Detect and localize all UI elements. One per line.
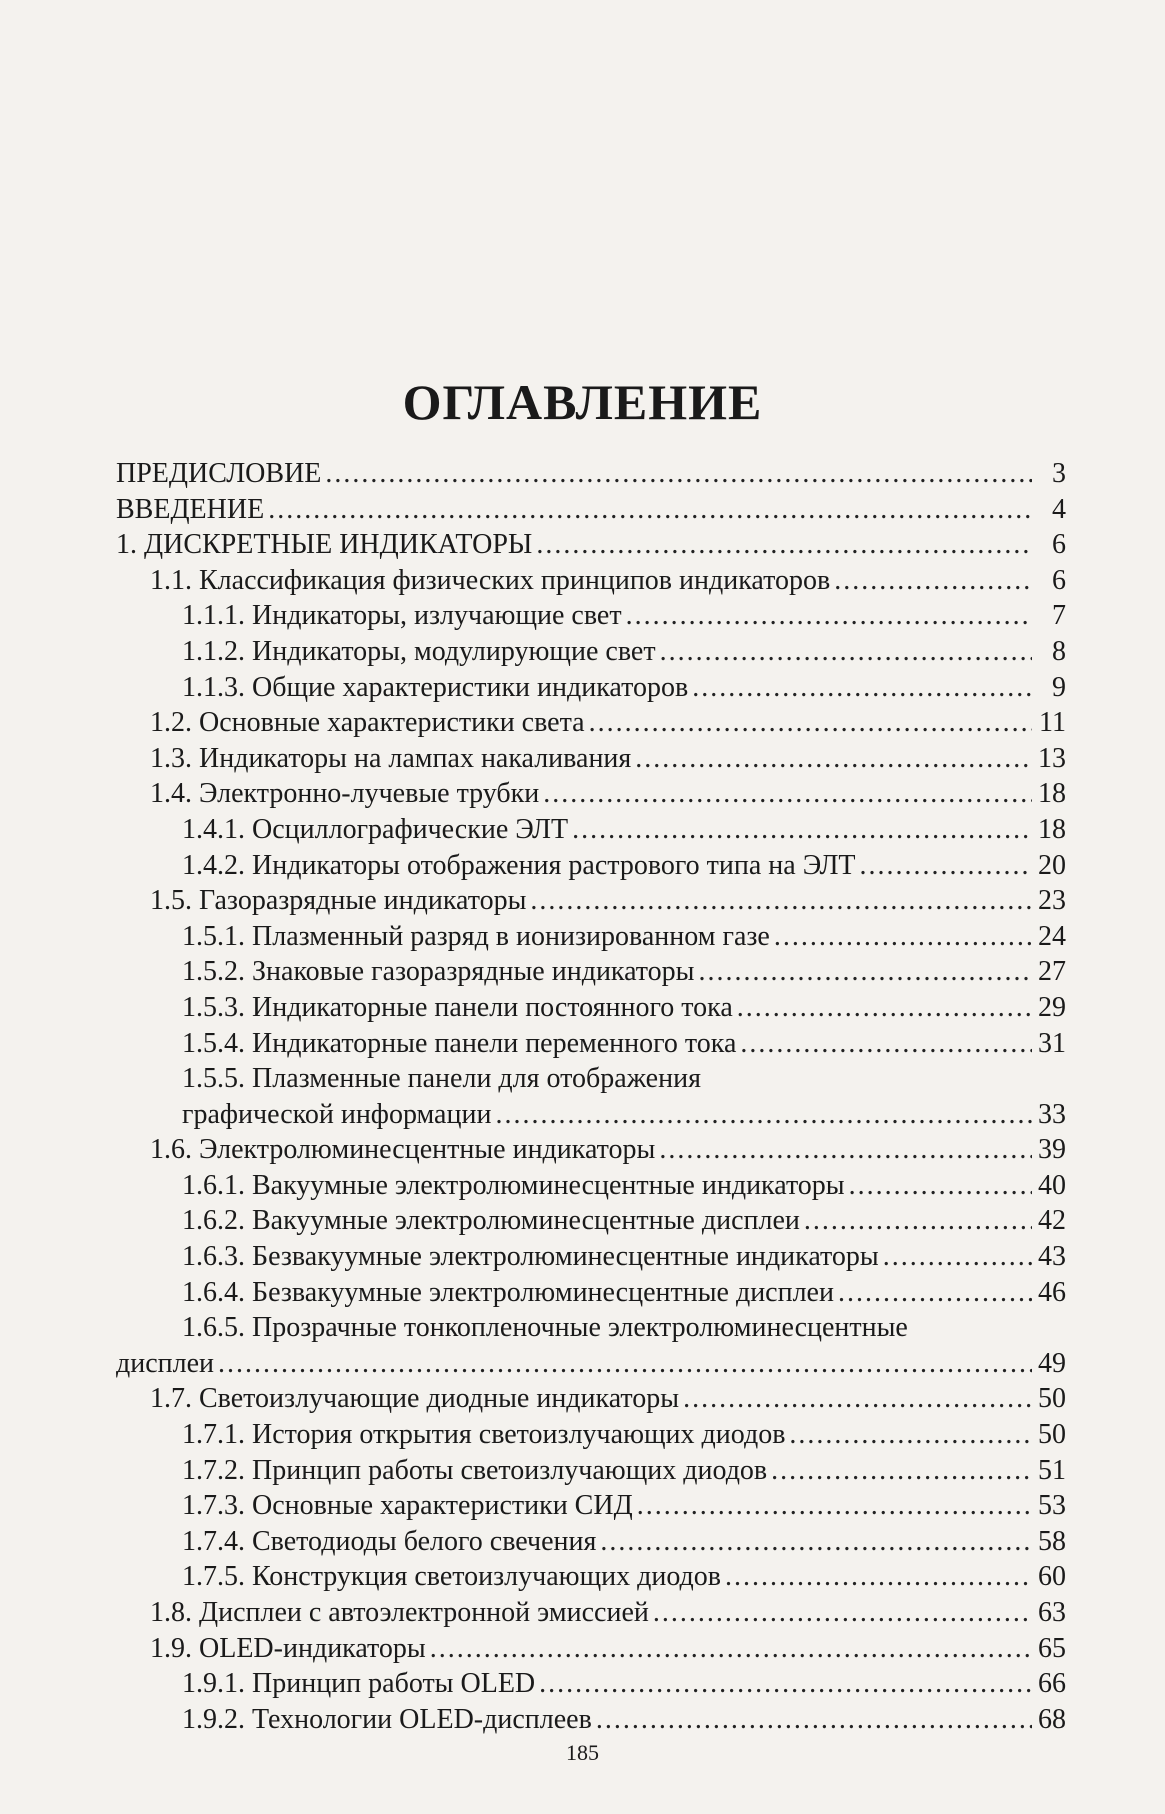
toc-page-number: 40 [1038, 1169, 1066, 1201]
leader-dots [699, 954, 1033, 990]
leader-dots [596, 1702, 1032, 1738]
toc-entry[interactable] [116, 1381, 1066, 1417]
leader-dots [653, 1595, 1032, 1631]
toc-entry[interactable] [116, 1559, 1066, 1595]
toc-entry-title: 1.7.5. Конструкция светоизлучающих диодов [182, 1561, 722, 1593]
toc-page-number: 39 [1038, 1134, 1066, 1166]
toc-page-number: 18 [1038, 778, 1066, 810]
toc-entry[interactable] [116, 1310, 1066, 1381]
toc-entry[interactable] [116, 563, 1066, 599]
toc-page-number: 18 [1038, 813, 1066, 845]
toc-page-number: 20 [1038, 849, 1066, 881]
toc-entry[interactable] [116, 634, 1066, 670]
leader-dots [543, 776, 1032, 812]
toc-entry[interactable] [116, 1595, 1066, 1631]
toc-entry[interactable] [116, 1702, 1066, 1738]
toc-entry[interactable] [116, 1132, 1066, 1168]
toc-entry-title: 1.8. Дисплеи с автоэлектронной эмиссией [150, 1597, 649, 1628]
toc-entry-title: 1. ДИСКРЕТНЫЕ ИНДИКАТОРЫ [116, 529, 533, 561]
toc-entry-title: 1.7.4. Светодиоды белого свечения [182, 1525, 597, 1557]
toc-entry[interactable] [116, 741, 1066, 777]
toc-page-number: 9 [1052, 671, 1066, 703]
toc-page-number: 50 [1038, 1419, 1066, 1451]
toc-entry-title: 1.9.1. Принцип работы OLED [182, 1668, 536, 1700]
toc-page-number: 6 [1052, 529, 1066, 561]
leader-dots [530, 883, 1032, 919]
toc-entry[interactable] [116, 1168, 1066, 1204]
toc-entry-title: 1.6.2. Вакуумные электролюминесцентные дисплеи [182, 1205, 800, 1237]
leader-dots [789, 1417, 1032, 1453]
leader-dots [660, 634, 1032, 670]
toc-page-number: 49 [1038, 1347, 1066, 1379]
toc-entry-title: 1.1.1. Индикаторы, излучающие свет [182, 600, 622, 632]
toc-entry[interactable] [116, 954, 1066, 990]
toc-entry-title: ВВЕДЕНИЕ [116, 493, 265, 525]
toc-page-number: 51 [1038, 1454, 1066, 1486]
toc-page-number: 8 [1052, 635, 1066, 667]
toc-entry-title: 1.6. Электролюминесцентные индикаторы [150, 1134, 656, 1166]
leader-dots [692, 670, 1032, 706]
toc-page-number: 46 [1038, 1276, 1066, 1308]
toc-page-number: 58 [1038, 1525, 1066, 1557]
toc-page-number: 6 [1052, 564, 1066, 596]
toc-entry-title: ПРЕДИСЛОВИЕ [116, 458, 322, 489]
toc-entry-title: 1.2. Основные характеристики света [150, 707, 585, 739]
toc-entry[interactable] [116, 1666, 1066, 1702]
toc-entry-title: 1.7.3. Основные характеристики СИД [182, 1490, 633, 1522]
toc-page-number: 13 [1038, 742, 1066, 774]
toc-entry[interactable] [116, 492, 1066, 528]
leader-dots [771, 1453, 1032, 1489]
toc-entry-title: 1.6.1. Вакуумные электролюминесцентные индикаторы [182, 1169, 845, 1201]
toc-entry-title: 1.4.1. Осциллографические ЭЛТ [182, 813, 569, 845]
toc-entry-title: 1.5. Газоразрядные индикаторы [150, 885, 527, 917]
toc-page-number: 24 [1038, 920, 1066, 952]
page-number-footer: 185 [566, 1740, 599, 1765]
toc-entry-title: 1.7. Светоизлучающие диодные индикаторы [150, 1383, 680, 1415]
toc-entry[interactable] [116, 1524, 1066, 1560]
leader-dots [572, 812, 1032, 848]
leader-dots [834, 563, 1032, 599]
toc-entry-title: 1.3. Индикаторы на лампах накаливания [150, 742, 632, 774]
leader-dots [838, 1275, 1032, 1311]
leader-dots [737, 990, 1032, 1026]
toc-page-number: 31 [1038, 1027, 1066, 1059]
leader-dots [325, 456, 1032, 492]
toc-entry-title: 1.5.4. Индикаторные панели переменного тока [182, 1027, 737, 1059]
toc-entry-title: 1.6.3. Безвакуумные электролюминесцентные индикаторы [182, 1241, 879, 1273]
toc-entry-title-line2: графической информации [182, 1098, 492, 1130]
toc-entry-title: 1.6.4. Безвакуумные электролюминесцентные дисплеи [182, 1276, 834, 1308]
toc-entry[interactable] [116, 1453, 1066, 1489]
toc-page-number: 23 [1038, 885, 1066, 917]
toc-page-number: 42 [1038, 1205, 1066, 1237]
leader-dots [495, 1097, 1032, 1133]
toc-entry[interactable] [116, 1631, 1066, 1667]
toc-page-number: 43 [1038, 1241, 1066, 1273]
toc-entry-title: 1.4. Электронно-лучевые трубки [150, 778, 540, 810]
toc-page-number: 3 [1052, 458, 1066, 489]
toc-entry-title: 1.7.2. Принцип работы светоизлучающих диодов [182, 1454, 768, 1486]
toc-entry[interactable] [116, 812, 1066, 848]
leader-dots [740, 1026, 1032, 1062]
leader-dots [536, 527, 1032, 563]
leader-dots [659, 1132, 1032, 1168]
toc-entry-title: 1.1. Классификация физических принципов индикаторов [150, 564, 831, 596]
toc-entry[interactable] [116, 1417, 1066, 1453]
toc-entry[interactable] [116, 1239, 1066, 1275]
toc-entry-title: 1.5.2. Знаковые газоразрядные индикаторы [182, 956, 695, 988]
toc-entry-title-line2: дисплеи [116, 1347, 215, 1379]
leader-dots [883, 1239, 1032, 1275]
toc-entry[interactable] [116, 776, 1066, 812]
toc-page-number: 68 [1038, 1703, 1066, 1735]
toc-entry[interactable] [116, 1203, 1066, 1239]
toc-page-number: 33 [1038, 1098, 1066, 1130]
leader-dots [635, 741, 1032, 777]
toc-page-number: 29 [1038, 991, 1066, 1023]
toc-entry[interactable] [116, 990, 1066, 1026]
leader-dots [218, 1346, 1032, 1382]
toc-entry-title: 1.5.3. Индикаторные панели постоянного тока [182, 991, 733, 1023]
leader-dots [725, 1559, 1032, 1595]
toc-entry-title-line1: 1.6.5. Прозрачные тонкопленочные электролюминесцентные [182, 1312, 908, 1344]
toc-entry-title: 1.4.2. Индикаторы отображения растрового типа на ЭЛТ [182, 849, 856, 881]
toc-entry-title: 1.1.2. Индикаторы, модулирующие свет [182, 635, 656, 667]
toc-page-number: 66 [1038, 1668, 1066, 1700]
toc-entry[interactable] [116, 456, 1066, 492]
leader-dots [683, 1381, 1032, 1417]
toc-page-number: 53 [1038, 1490, 1066, 1522]
toc-page-number: 11 [1039, 707, 1066, 739]
toc-page-number: 27 [1038, 956, 1066, 988]
toc-entry-title: 1.9. OLED-индикаторы [150, 1632, 426, 1664]
leader-dots [774, 919, 1032, 955]
leader-dots [600, 1524, 1032, 1560]
toc-entry[interactable] [116, 1026, 1066, 1062]
page-title: ОГЛАВЛЕНИЕ [402, 374, 763, 430]
leader-dots [539, 1666, 1032, 1702]
leader-dots [626, 598, 1032, 634]
toc-page-number: 65 [1038, 1632, 1066, 1664]
table-of-contents [116, 456, 1066, 1737]
toc-entry[interactable] [116, 1275, 1066, 1311]
toc-entry[interactable] [116, 1488, 1066, 1524]
toc-page-number: 50 [1038, 1383, 1066, 1415]
toc-page-number: 63 [1038, 1597, 1066, 1628]
leader-dots [268, 492, 1032, 528]
toc-entry-title: 1.5.1. Плазменный разряд в ионизированном газе [182, 920, 770, 952]
toc-page-number: 4 [1052, 493, 1066, 525]
leader-dots [637, 1488, 1032, 1524]
toc-entry[interactable] [116, 598, 1066, 634]
toc-entry[interactable] [116, 919, 1066, 955]
toc-entry-title: 1.9.2. Технологии OLED-дисплеев [182, 1703, 592, 1735]
toc-entry[interactable] [116, 883, 1066, 919]
toc-entry[interactable] [116, 705, 1066, 741]
toc-entry[interactable] [116, 670, 1066, 706]
toc-entry[interactable] [116, 848, 1066, 884]
toc-page-number: 60 [1038, 1561, 1066, 1593]
leader-dots [804, 1203, 1032, 1239]
toc-entry-title: 1.1.3. Общие характеристики индикаторов [182, 671, 689, 703]
toc-entry[interactable] [116, 1061, 1066, 1132]
toc-page-number: 7 [1052, 600, 1066, 632]
leader-dots [589, 705, 1032, 741]
leader-dots [849, 1168, 1032, 1204]
toc-entry[interactable] [116, 527, 1066, 563]
leader-dots [860, 848, 1032, 884]
leader-dots [430, 1631, 1032, 1667]
toc-entry-title: 1.7.1. История открытия светоизлучающих диодов [182, 1419, 786, 1451]
toc-entry-title-line1: 1.5.5. Плазменные панели для отображения [182, 1063, 701, 1095]
